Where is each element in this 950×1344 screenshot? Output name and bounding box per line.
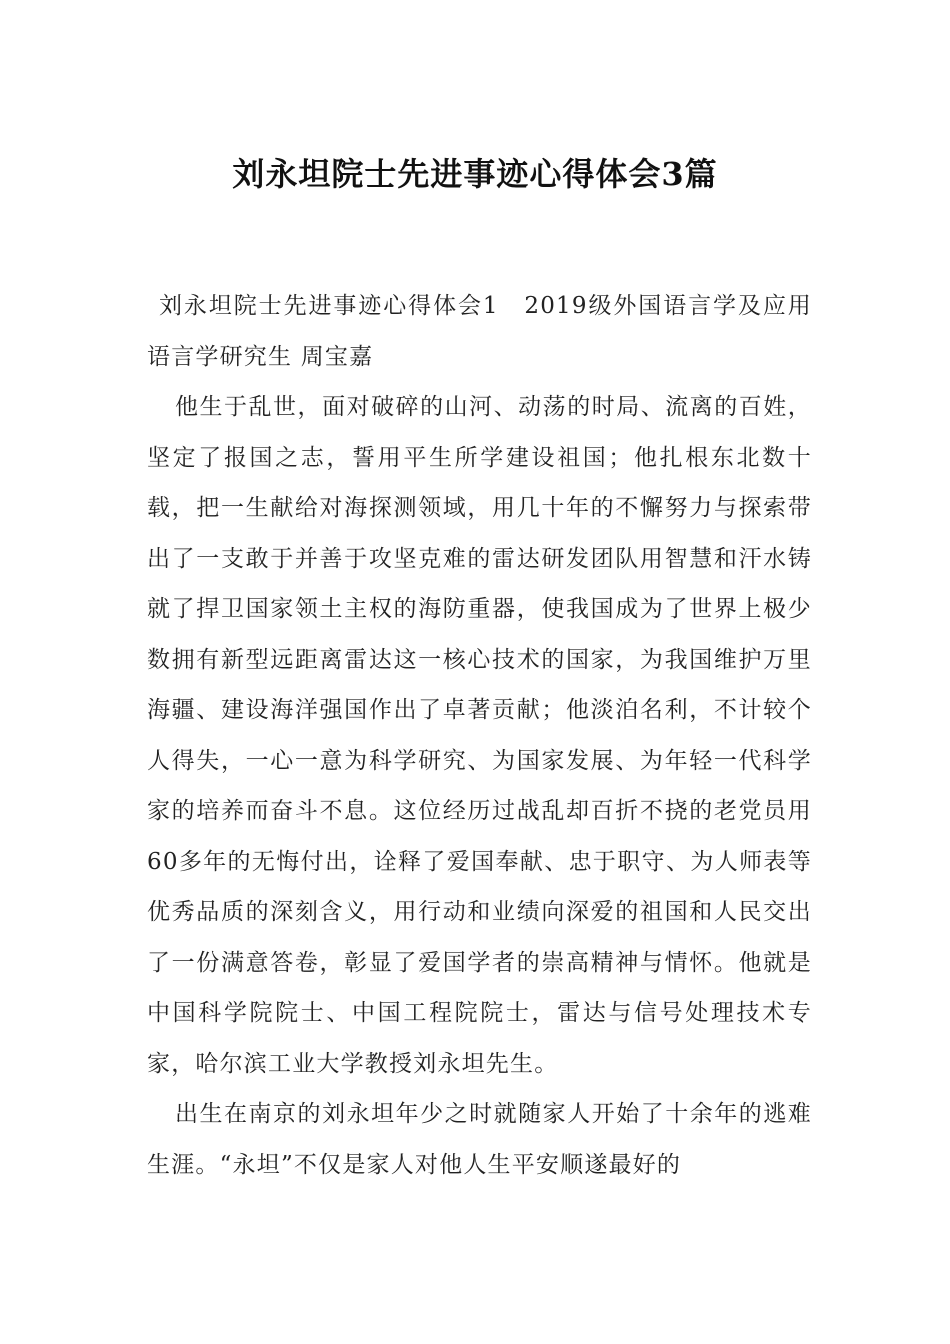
document-body bbox=[147, 281, 812, 1190]
paragraph-heading: 刘永坦院士先进事迹心得体会1 2019级外国语言学及应用语言学研究生 周宝嘉 bbox=[147, 293, 812, 370]
paragraph: 他生于乱世，面对破碎的山河、动荡的时局、流离的百姓，坚定了报国之志，誓用平生所学建设祖国；他扎根东北数十载，把一生献给对海探测领域，用几十年的不懈努力与探索带出了一支敢于并善于攻坚克难的雷达研发团队用智慧和汗水铸就了捍卫国家领土主权的海防重器，使我国成为了世界上极少数拥有新型远距离雷达这一核心技术的国家，为我国维护万里海疆、建设海洋强国作出了卓著贡献；他淡泊名利，不计较个人得失，一心一意为科学研究、为国家发展、为年轻一代科学家的培养而奋斗不息。这位经历过战乱却百折不挠的老党员用60多年的无悔付出，诠释了爱国奉献、忠于职守、为人师表等优秀品质的深刻含义，用行动和业绩向深爱的祖国和人民交出了一份满意答卷，彰显了爱国学者的崇高精神与情怀。他就是中国科学院院士、中国工程院院士，雷达与信号处理技术专家，哈尔滨工业大学教授刘永坦先生。 bbox=[147, 394, 812, 1077]
paragraph: 出生在南京的刘永坦年少之时就随家人开始了十余年的逃难生涯。“永坦”不仅是家人对他人生平安顺遂最好的 bbox=[147, 1101, 812, 1178]
document-title: 刘永坦院士先进事迹心得体会3篇 bbox=[232, 155, 718, 194]
